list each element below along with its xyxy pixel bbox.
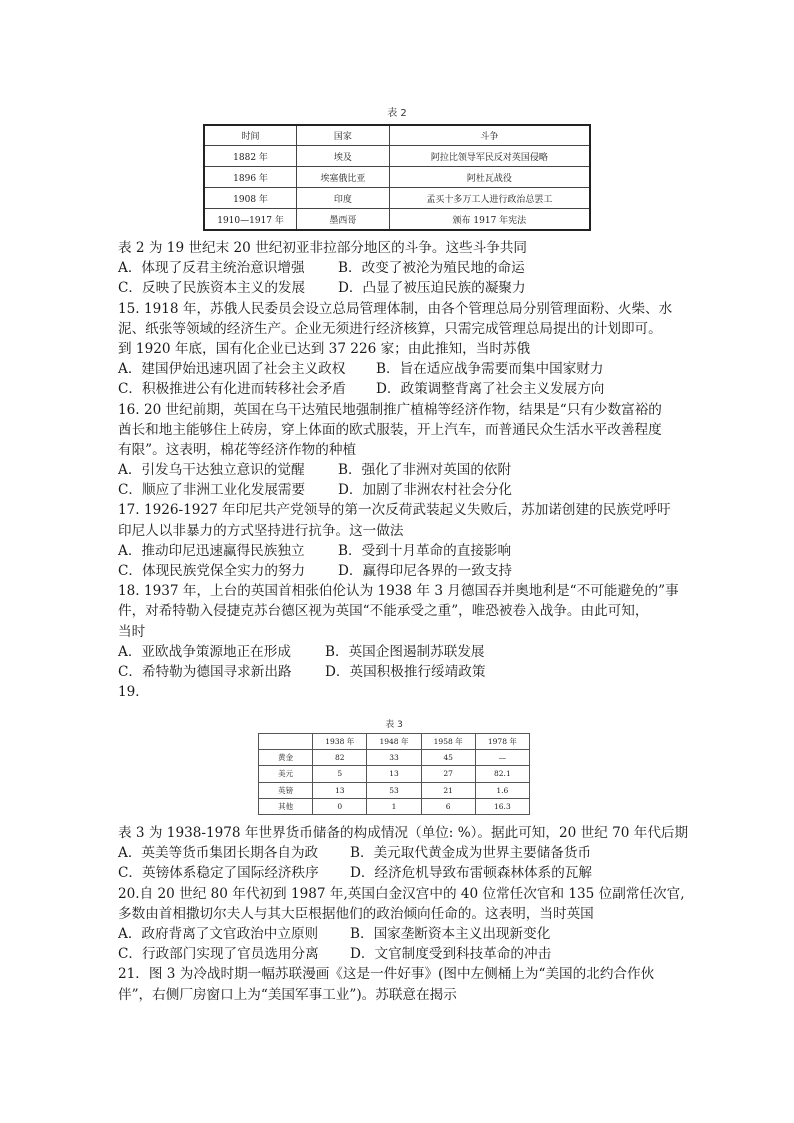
option-b: B．美元取代黄金成为世界主要储备货币 bbox=[350, 845, 592, 862]
option-b: B．旨在适应战争需要而集中国家财力 bbox=[376, 361, 604, 378]
table-cell: 印度 bbox=[297, 188, 390, 209]
table-cell: 其他 bbox=[259, 798, 313, 814]
option-b: B．国家垄断资本主义出现新变化 bbox=[350, 925, 551, 942]
table-cell: 英镑 bbox=[259, 782, 313, 798]
table-header: 国家 bbox=[297, 125, 390, 146]
table-cell: 1882 年 bbox=[204, 146, 297, 167]
questions-block-1 bbox=[118, 238, 688, 702]
table-cell: 21 bbox=[421, 782, 475, 798]
q18-options-row bbox=[118, 662, 688, 682]
q20-stem-line: 多数由首相撒切尔夫人与其大臣根据他们的政治倾向任命的。这表明，当时英国 bbox=[118, 905, 594, 922]
option-c: C．希特勒为德国寻求新出路 bbox=[118, 663, 292, 680]
q16-options-row bbox=[118, 480, 688, 500]
table-cell: 27 bbox=[421, 766, 475, 782]
table-row bbox=[259, 782, 530, 798]
table-cell: 82.1 bbox=[475, 766, 529, 782]
option-d: D．政策调整背离了社会主义发展方向 bbox=[376, 381, 605, 398]
table-header: 1978 年 bbox=[475, 734, 529, 750]
option-b: B．强化了非洲对英国的依附 bbox=[338, 462, 512, 479]
table-header: 1938 年 bbox=[313, 734, 367, 750]
table-cell: 0 bbox=[313, 798, 367, 814]
table-header bbox=[259, 734, 313, 750]
option-c: C．英镑体系稳定了国际经济秩序 bbox=[118, 865, 319, 882]
table-cell: 6 bbox=[421, 798, 475, 814]
option-a: A．英美等货币集团长期各自为政 bbox=[118, 845, 319, 862]
q16-stem-line: 有限”。这表明，棉花等经济作物的种植 bbox=[118, 441, 357, 458]
table-cell: 82 bbox=[313, 750, 367, 766]
q20-options-row bbox=[118, 924, 688, 944]
q19-label: 19． bbox=[118, 684, 149, 701]
table2-caption: 表 2 bbox=[387, 108, 407, 119]
table-row bbox=[204, 146, 590, 167]
table-cell: 16.3 bbox=[475, 798, 529, 814]
table-header: 1948 年 bbox=[367, 734, 421, 750]
table2 bbox=[203, 124, 591, 231]
option-b: B．改变了被沦为殖民地的命运 bbox=[338, 260, 525, 277]
table-cell: 1896 年 bbox=[204, 167, 297, 188]
table-header: 时间 bbox=[204, 125, 297, 146]
q18-stem-line: 当时 bbox=[118, 623, 146, 640]
table-header-row bbox=[259, 734, 530, 750]
option-a: A．政府背离了文官政治中立原则 bbox=[118, 925, 319, 942]
option-d: D．凸显了被压迫民族的凝聚力 bbox=[338, 280, 526, 297]
table-cell: 墨西哥 bbox=[297, 209, 390, 231]
q20-options-row bbox=[118, 944, 688, 964]
q19-options-row bbox=[118, 863, 688, 883]
q16-stem-line: 酋长和地主能够住上砖房，穿上体面的欧式服装，开上汽车，而普通民众生活水平改善程度 bbox=[118, 421, 662, 438]
table-cell: 45 bbox=[421, 750, 475, 766]
q19-stem: 表 3 为 1938-1978 年世界货币储备的构成情况（单位: %）。据此可知，20 世纪 70 年代后期 bbox=[118, 825, 689, 841]
q15-options-row bbox=[118, 379, 688, 399]
table-header: 斗争 bbox=[389, 125, 590, 146]
table-cell: — bbox=[475, 750, 529, 766]
table3-caption: 表 3 bbox=[385, 720, 403, 730]
option-c: C．体现民族党保全实力的努力 bbox=[118, 563, 306, 579]
option-b: B．受到十月革命的直接影响 bbox=[338, 542, 512, 559]
table-cell: 1910—1917 年 bbox=[204, 209, 297, 231]
table-header: 1958 年 bbox=[421, 734, 475, 750]
q15-stem-line: 到 1920 年底，国有化企业已达到 37 226 家；由此推知，当时苏俄 bbox=[118, 340, 531, 357]
table-row bbox=[259, 750, 530, 766]
q17-stem-line: 印尼人以非暴力的方式坚持进行抗争。这一做法 bbox=[118, 522, 404, 539]
option-d: D．文官制度受到科技革命的冲击 bbox=[350, 946, 552, 963]
q17-options-row bbox=[118, 561, 688, 581]
table-row bbox=[204, 209, 590, 231]
table-cell: 13 bbox=[367, 766, 421, 782]
table-row bbox=[204, 167, 590, 188]
q14-stem: 表 2 为 19 世纪末 20 世纪初亚非拉部分地区的斗争。这些斗争共同 bbox=[118, 240, 528, 256]
table-cell: 阿拉比领导军民反对英国侵略 bbox=[389, 146, 590, 167]
questions-block-2 bbox=[118, 823, 688, 1005]
table-cell: 埃塞俄比亚 bbox=[297, 167, 390, 188]
table-cell: 1908 年 bbox=[204, 188, 297, 209]
q16-options-row bbox=[118, 460, 688, 480]
table-cell: 13 bbox=[313, 782, 367, 798]
table-cell: 阿杜瓦战役 bbox=[389, 167, 590, 188]
q17-stem-line: 17. 1926-1927 年印尼共产党领导的第一次反荷武装起义失败后，苏加诺创建的民族党呼吁 bbox=[118, 502, 671, 519]
table-cell: 孟买十多万工人进行政治总罢工 bbox=[389, 188, 590, 209]
q17-options-row bbox=[118, 541, 688, 561]
option-d: D．赢得印尼各界的一致支持 bbox=[338, 563, 513, 579]
option-b: B．英国企图遏制苏联发展 bbox=[325, 643, 485, 660]
table-cell: 1.6 bbox=[475, 782, 529, 798]
q15-stem-line: 泥、纸张等领域的经济生产。企业无须进行经济核算，只需完成管理总局提出的计划即可。 bbox=[118, 320, 662, 337]
option-a: A．推动印尼迅速赢得民族独立 bbox=[118, 542, 305, 559]
option-c: C．顺应了非洲工业化发展需要 bbox=[118, 482, 306, 499]
table-row bbox=[259, 798, 530, 814]
table3 bbox=[258, 733, 530, 815]
table-cell: 33 bbox=[367, 750, 421, 766]
table-cell: 黄金 bbox=[259, 750, 313, 766]
option-c: C．行政部门实现了官员选用分离 bbox=[118, 946, 319, 963]
q18-stem-line: 件，对希特勒入侵捷克苏台德区视为英国“不能承受之重”，唯恐被卷入战争。由此可知， bbox=[118, 603, 649, 620]
option-a: A．亚欧战争策源地正在形成 bbox=[118, 643, 291, 660]
option-a: A．引发乌干达独立意识的觉醒 bbox=[118, 462, 305, 479]
option-d: D．英国积极推行绥靖政策 bbox=[325, 663, 486, 680]
table-cell: 埃及 bbox=[297, 146, 390, 167]
table-cell: 颁布 1917 年宪法 bbox=[389, 209, 590, 231]
table-cell: 1 bbox=[367, 798, 421, 814]
q20-stem-line: 20.自 20 世纪 80 年代初到 1987 年,英国白金汉宫中的 40 位常任次官和 135 位副常任次官, bbox=[118, 885, 685, 902]
q16-stem-line: 16. 20 世纪前期，英国在乌干达殖民地强制推广植棉等经济作物，结果是“只有少数富裕的 bbox=[118, 401, 662, 418]
q21-stem-line: 21．图 3 为冷战时期一幅苏联漫画《这是一件好事》(图中左侧桶上为“美国的北约合作伙 bbox=[118, 966, 655, 983]
option-a: A．建国伊始迅速巩固了社会主义政权 bbox=[118, 361, 346, 378]
q21-stem-line: 伴”，右侧厂房窗口上为“美国军事工业”)。苏联意在揭示 bbox=[118, 986, 457, 1003]
table-cell: 53 bbox=[367, 782, 421, 798]
q15-options-row bbox=[118, 359, 688, 379]
q18-stem-line: 18. 1937 年，上台的英国首相张伯伦认为 1938 年 3 月德国吞并奥地利是“不可能避免的”事 bbox=[118, 583, 679, 600]
option-c: C．反映了民族资本主义的发展 bbox=[118, 280, 306, 297]
option-a: A．体现了反君主统治意识增强 bbox=[118, 260, 305, 277]
table-row bbox=[259, 766, 530, 782]
q15-stem-line: 15. 1918 年，苏俄人民委员会设立总局管理体制，由各个管理总局分别管理面粉、火柴、水 bbox=[118, 300, 673, 317]
q19-options-row bbox=[118, 843, 688, 863]
option-d: D．经济危机导致布雷顿森林体系的瓦解 bbox=[350, 865, 592, 882]
q18-options-row bbox=[118, 642, 688, 662]
q14-options-row bbox=[118, 258, 688, 278]
option-c: C．积极推进公有化进而转移社会矛盾 bbox=[118, 381, 346, 398]
table-cell: 5 bbox=[313, 766, 367, 782]
q14-options-row bbox=[118, 278, 688, 298]
table-row bbox=[204, 188, 590, 209]
table-header-row bbox=[204, 125, 590, 146]
option-d: D．加剧了非洲农村社会分化 bbox=[338, 482, 513, 499]
table-cell: 美元 bbox=[259, 766, 313, 782]
